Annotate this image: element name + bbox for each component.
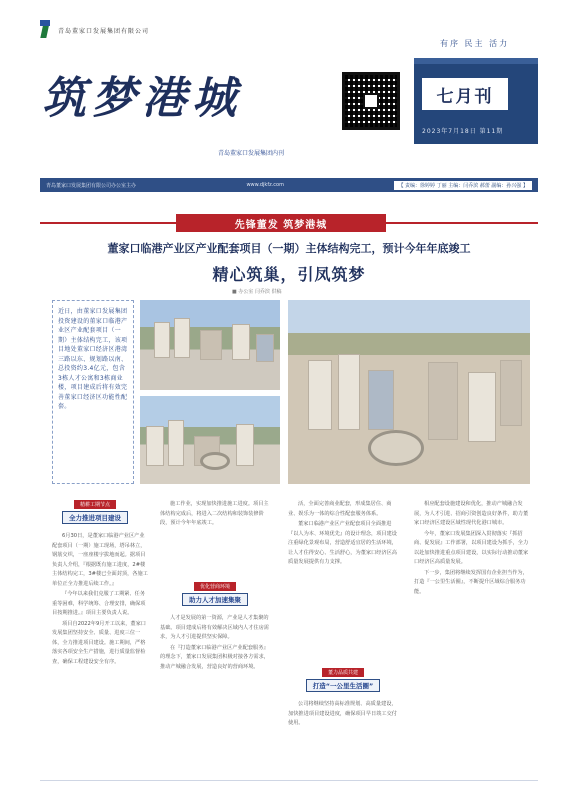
article-headline: 精心筑巢，引凤筑梦 xyxy=(212,265,366,284)
issue-label: 七月刊 xyxy=(422,78,508,110)
paragraph: 6月30日，是董家口临港产业区产业配套项目（一期）施工现场，塔吊林立，钢筋交织，一座座楼宇拔地而起。据项目负责人介绍，『根据既有施工进度，2#楼主体结构完工，3#楼已全面封顶，各施工单位正全力推进后续工作。』 xyxy=(52,533,148,587)
article-column-3b xyxy=(288,700,400,776)
article-byline: ■ 办公室 闫乔滨 供稿 xyxy=(232,289,282,295)
paragraph: 今年，董家口发展集团深入贯彻落实『抓招商、促发展』工作部署，以项目建设为抓手，全力以赴加快推进重点项目建设，以实际行动推动董家口经济区高质量发展。 xyxy=(414,530,529,565)
article-column-2b xyxy=(160,614,272,776)
article-column-4 xyxy=(414,500,532,776)
article-column-1 xyxy=(52,532,148,776)
info-bar xyxy=(40,178,538,192)
org-logo xyxy=(40,20,149,40)
article-subheadline: 董家口临港产业区产业配套项目（一期）主体结构完工，预计今年年底竣工 xyxy=(107,242,471,255)
section-head-3 xyxy=(288,668,398,692)
motto: 有序 民主 活力 xyxy=(440,39,510,48)
paragraph: 董家口临港产业区产业配套项目全面推进『以人为本、环境优先』的设计理念，项目建设注重绿化景观布局，营造舒适宜居的生活环境，让人才住得安心、生活舒心，为董家口经济区高质量发展提供有力支撑。 xyxy=(288,521,397,565)
paragraph: 相应配套设施建设和优化，推动产城融合发展，为人才引进、招商引资创造良好条件，助力董家口经济区建设区域性现代化港口城市。 xyxy=(414,501,529,526)
section-label: 打造“一公里生活圈” xyxy=(306,679,381,692)
article-column-2a xyxy=(160,500,272,580)
info-bar-editors: 【 责编：徐婷婷 丁丽 主编：闫乔滨 郝蕾 副编：孙兴强 】 xyxy=(394,181,532,190)
construction-photo-aerial xyxy=(288,300,530,484)
section-label: 助力人才加速集聚 xyxy=(182,593,248,606)
section-head-1 xyxy=(50,500,140,524)
newsletter-title: 筑梦港城 xyxy=(42,73,242,124)
article-intro: 近日，由董家口发展集团投资建设的董家口临港产业区产业配套项目（一期）主体结构完工，该项目地处董家口经济区港湾三路以东、规划路以南、总投资约3.4亿元，包含3栋人才公寓和3栋商业楼，项目建成后将有效完善董家口经济区功能性配套。 xyxy=(52,300,134,484)
issue-box xyxy=(414,58,538,144)
section-tag: 优化营商环境 xyxy=(194,582,236,591)
org-logo-icon xyxy=(40,20,52,40)
paragraph: 活，全面完善商业配套，形成集居住、商业、娱乐为一体的综合性配套服务体系。 xyxy=(288,501,392,517)
qr-code-center xyxy=(363,93,379,109)
section-tag: 精耕工期节点 xyxy=(74,500,116,509)
section-banner: 先锋董发 筑梦港城 xyxy=(176,214,386,232)
info-bar-publisher: 青岛董家口发展集团有限公司办公室主办 xyxy=(46,182,137,189)
paragraph: 在『打造董家口临港产业区产业配套服务』的理念下，董家口发展集团积极对接各方需求，推动产城融合发展，营造良好的营商环境。 xyxy=(160,644,269,670)
paragraph: 公司将继续坚持高标准规划、高质量建设，加快推进项目建设进度，确保项目早日竣工交付使用。 xyxy=(288,701,397,726)
paragraph: 『今年以来我们克服了工期紧、任务重等困难，科学统筹、合理安排，确保项目按期推进。』项目主要负责人说。 xyxy=(52,591,146,616)
section-tag: 董力品质共建 xyxy=(322,668,364,677)
paragraph: 下一步，集团将继续发挥国有企业担当作为，打造『一公里生活圈』，不断提升区域综合服务功能。 xyxy=(414,569,528,595)
info-bar-website[interactable]: www.djkfz.com xyxy=(246,182,284,188)
paragraph: 项目自2022年9月开工以来，董家口发展集团坚持安全、质量、进度三位一体，全力推进项目建设。施工期间，严格落实各项安全生产措施，进行质量监督检查，确保工程建设安全有序。 xyxy=(52,620,146,665)
org-logo-text: 青岛董家口发展集团有限公司 xyxy=(58,27,150,35)
paragraph: 施工作业，实现加快推进施工进度。项目主体结构完成后，将进入二次结构和装饰装修阶段，预计今年年底竣工。 xyxy=(160,501,269,526)
section-label: 全力推进项目建设 xyxy=(62,511,128,524)
footer-rule xyxy=(40,780,538,781)
paragraph: 人才是发展的第一资源，产业是人才集聚的基础。项目建成后将有效解决区域内人才住房需求，为人才引进提供坚实保障。 xyxy=(160,615,269,640)
newsletter-subtitle: 青岛董家口发展集团内刊 xyxy=(218,150,285,157)
article-column-3a xyxy=(288,500,400,664)
construction-photo-2 xyxy=(140,396,280,484)
issue-date: 2023年7月18日 第11期 xyxy=(422,128,504,135)
construction-photo-1 xyxy=(140,300,280,390)
section-head-2 xyxy=(160,582,270,606)
